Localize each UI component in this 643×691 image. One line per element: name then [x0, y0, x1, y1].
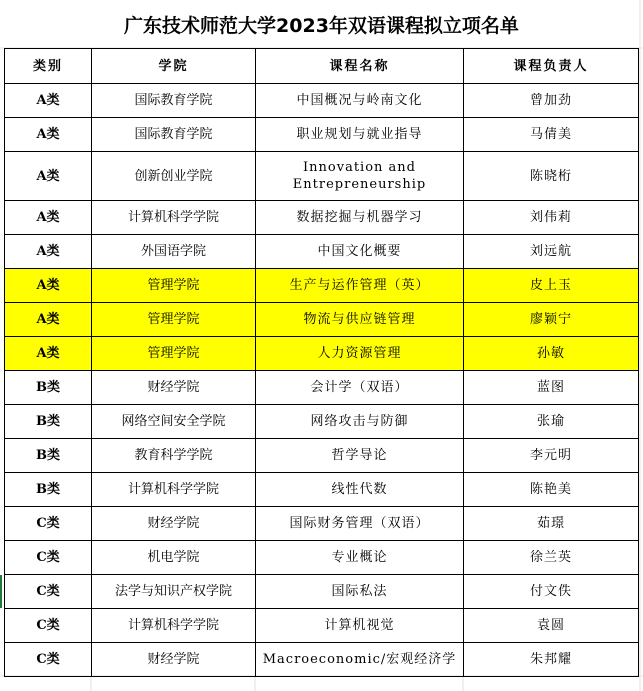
college-cell[interactable]: 机电学院	[92, 541, 256, 575]
course-lead-cell[interactable]: 刘远航	[464, 235, 639, 269]
table-row	[5, 235, 639, 269]
course-name-cell[interactable]: 网络攻击与防御	[256, 405, 464, 439]
table-row	[5, 371, 639, 405]
table-row	[5, 152, 639, 201]
college-cell[interactable]: 计算机科学学院	[92, 473, 256, 507]
table-body	[5, 84, 639, 677]
college-cell[interactable]: 创新创业学院	[92, 152, 256, 201]
course-lead-cell[interactable]: 皮上玉	[464, 269, 639, 303]
course-lead-cell[interactable]: 刘伟莉	[464, 201, 639, 235]
course-name-cell[interactable]: Macroeconomic/宏观经济学	[256, 643, 464, 677]
course-lead-cell[interactable]: 马倩美	[464, 118, 639, 152]
category-cell[interactable]: B类	[5, 439, 92, 473]
category-cell[interactable]: A类	[5, 235, 92, 269]
category-cell[interactable]: C类	[5, 643, 92, 677]
course-name-cell[interactable]: 国际财务管理（双语）	[256, 507, 464, 541]
college-cell[interactable]: 国际教育学院	[92, 118, 256, 152]
course-lead-cell[interactable]: 徐兰英	[464, 541, 639, 575]
college-cell[interactable]: 计算机科学学院	[92, 201, 256, 235]
table-row	[5, 507, 639, 541]
category-cell[interactable]: A类	[5, 84, 92, 118]
category-cell[interactable]: A类	[5, 152, 92, 201]
category-cell[interactable]: B类	[5, 371, 92, 405]
course-name-cell[interactable]: 生产与运作管理（英）	[256, 269, 464, 303]
header-course-lead[interactable]: 课程负责人	[464, 49, 639, 84]
header-row	[5, 49, 639, 84]
table-row	[5, 473, 639, 507]
table-row	[5, 541, 639, 575]
category-cell[interactable]: A类	[5, 118, 92, 152]
college-cell[interactable]: 国际教育学院	[92, 84, 256, 118]
table-row	[5, 405, 639, 439]
course-name-cell[interactable]: 中国文化概要	[256, 235, 464, 269]
course-name-cell[interactable]: 职业规划与就业指导	[256, 118, 464, 152]
course-lead-cell[interactable]: 袁圆	[464, 609, 639, 643]
course-name-cell[interactable]: 中国概况与岭南文化	[256, 84, 464, 118]
table-row	[5, 118, 639, 152]
course-lead-cell[interactable]: 李元明	[464, 439, 639, 473]
course-name-cell[interactable]: Innovation and Entrepreneurship	[256, 152, 464, 201]
category-cell[interactable]: B类	[5, 473, 92, 507]
course-lead-cell[interactable]: 陈艳美	[464, 473, 639, 507]
college-cell[interactable]: 管理学院	[92, 337, 256, 371]
category-cell[interactable]: C类	[5, 575, 92, 609]
table-row	[5, 439, 639, 473]
course-lead-cell[interactable]: 孙敏	[464, 337, 639, 371]
course-lead-cell[interactable]: 付文佚	[464, 575, 639, 609]
header-course-name[interactable]: 课程名称	[256, 49, 464, 84]
table-row	[5, 575, 639, 609]
course-lead-cell[interactable]: 张瑜	[464, 405, 639, 439]
course-name-cell[interactable]: 线性代数	[256, 473, 464, 507]
college-cell[interactable]: 外国语学院	[92, 235, 256, 269]
course-name-cell[interactable]: 会计学（双语）	[256, 371, 464, 405]
table-row	[5, 337, 639, 371]
table-row	[5, 269, 639, 303]
table-row	[5, 201, 639, 235]
course-name-cell[interactable]: 人力资源管理	[256, 337, 464, 371]
category-cell[interactable]: C类	[5, 507, 92, 541]
college-cell[interactable]: 管理学院	[92, 303, 256, 337]
category-cell[interactable]: A类	[5, 269, 92, 303]
college-cell[interactable]: 管理学院	[92, 269, 256, 303]
course-lead-cell[interactable]: 茹璟	[464, 507, 639, 541]
course-name-cell[interactable]: 国际私法	[256, 575, 464, 609]
course-lead-cell[interactable]: 朱邦耀	[464, 643, 639, 677]
category-cell[interactable]: A类	[5, 337, 92, 371]
course-lead-cell[interactable]: 蓝图	[464, 371, 639, 405]
college-cell[interactable]: 教育科学学院	[92, 439, 256, 473]
college-cell[interactable]: 财经学院	[92, 507, 256, 541]
course-name-cell[interactable]: 专业概论	[256, 541, 464, 575]
course-name-cell[interactable]: 物流与供应链管理	[256, 303, 464, 337]
category-cell[interactable]: A类	[5, 303, 92, 337]
category-cell[interactable]: A类	[5, 201, 92, 235]
table-row	[5, 609, 639, 643]
college-cell[interactable]: 计算机科学学院	[92, 609, 256, 643]
table-row	[5, 84, 639, 118]
category-cell[interactable]: C类	[5, 541, 92, 575]
course-name-cell[interactable]: 数据挖掘与机器学习	[256, 201, 464, 235]
course-lead-cell[interactable]: 廖颖宁	[464, 303, 639, 337]
course-name-cell[interactable]: 哲学导论	[256, 439, 464, 473]
college-cell[interactable]: 网络空间安全学院	[92, 405, 256, 439]
header-college[interactable]: 学院	[92, 49, 256, 84]
header-category[interactable]: 类别	[5, 49, 92, 84]
category-cell[interactable]: B类	[5, 405, 92, 439]
course-lead-cell[interactable]: 曾加劲	[464, 84, 639, 118]
college-cell[interactable]: 财经学院	[92, 643, 256, 677]
course-name-cell[interactable]: 计算机视觉	[256, 609, 464, 643]
college-cell[interactable]: 财经学院	[92, 371, 256, 405]
course-table	[4, 48, 639, 677]
course-lead-cell[interactable]: 陈晓桁	[464, 152, 639, 201]
college-cell[interactable]: 法学与知识产权学院	[92, 575, 256, 609]
table-row	[5, 643, 639, 677]
sheet-title: 广东技术师范大学2023年双语课程拟立项名单	[124, 14, 519, 37]
category-cell[interactable]: C类	[5, 609, 92, 643]
table-row	[5, 303, 639, 337]
